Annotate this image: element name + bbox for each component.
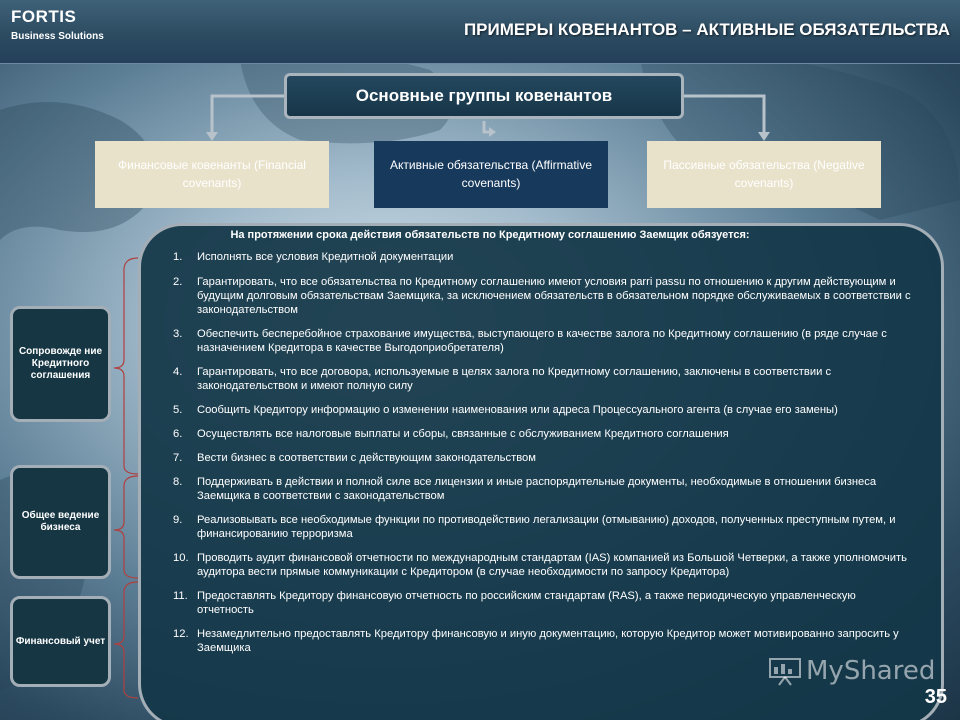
brand-logo: [11, 7, 104, 42]
side-group-business-conduct: Общее ведение бизнеса: [10, 465, 111, 579]
list-item: 6. Осуществлять все налоговые выплаты и сборы, связанные с обслуживанием Кредитного соглашения: [173, 428, 729, 440]
list-item: 1. Исполнять все условия Кредитной документации: [173, 251, 454, 263]
list-item: 4. Гарантировать, что все договора, используемые в целях залога по Кредитному соглашению, заключены в соответствии с законодательством и имеют полную силу: [173, 366, 832, 392]
side-group-credit-support: Сопровожде ние Кредитного соглашения: [10, 306, 111, 422]
list-item: 9. Реализовывать все необходимые функции по противодействию легализации (отмыванию) доходов, полученных преступным путем, и финансированию терроризма: [173, 514, 896, 540]
list-item: 3. Обеспечить бесперебойное страхование имущества, выступающего в качестве залога по Кредитному соглашению (в ряде случае с назначением Кредитора в качестве Выгодоприобретателя): [173, 328, 887, 354]
brand-subtitle: Business Solutions: [11, 31, 104, 42]
page-number: 35: [924, 686, 947, 708]
side-group-financial-accounting: Финансовый учет: [10, 596, 111, 687]
list-item: 8. Поддерживать в действии и полной силе все лицензии и иные распорядительные документы, необходимые в отношении бизнеса Заемщика в соответствии с законодательством: [173, 476, 877, 502]
presentation-icon: [768, 656, 802, 686]
list-item: 11. Предоставлять Кредитору финансовую отчетность по российским стандартам (RAS), а также периодическую управленческую отчетность: [173, 590, 856, 616]
list-item: 12. Незамедлительно предоставлять Кредитору финансовую и иную документацию, которую Кредитор может мотивированно запросить у Заемщика: [173, 628, 899, 654]
watermark-text: MyShared: [806, 656, 936, 686]
watermark: [768, 656, 935, 686]
negative-covenants-box: Пассивные обязательства (Negative covenants): [647, 141, 881, 208]
financial-covenants-box: Финансовые ковенанты (Financial covenants): [95, 141, 329, 208]
panel-heading: На протяжении срока действия обязательств по Кредитному соглашению Заемщик обязуется:: [230, 229, 750, 241]
affirmative-covenants-box: Активные обязательства (Affirmative covenants): [374, 141, 608, 208]
slide-header: [0, 0, 960, 64]
list-item: 7. Вести бизнес в соответствии с действующим законодательством: [173, 452, 536, 464]
list-item: 10. Проводить аудит финансовой отчетности по международным стандартам (IAS) компанией из Большой Четверки, а также уполномочить аудитора вести прямые коммуникации с Кредитором (в случае необходимости по запросу Кредитора): [173, 552, 907, 578]
list-item: 2. Гарантировать, что все обязательства по Кредитному соглашению имеют условия parri passu по отношению к другим действующим и будущим долговым обязательствам Заемщика, за исключением обязательств в обязательном порядке обслуживаемых в соответствии с законодательством: [173, 276, 911, 316]
brand-name: FORTIS: [11, 7, 77, 26]
page-title: ПРИМЕРЫ КОВЕНАНТОВ – АКТИВНЫЕ ОБЯЗАТЕЛЬСТВА: [463, 20, 950, 39]
obligations-list: [173, 250, 915, 655]
list-item: 5. Сообщить Кредитору информацию о изменении наименования или адреса Процессуального агента (в случае его замены): [173, 404, 838, 416]
main-covenant-groups-box: Основные группы ковенантов: [284, 73, 684, 119]
